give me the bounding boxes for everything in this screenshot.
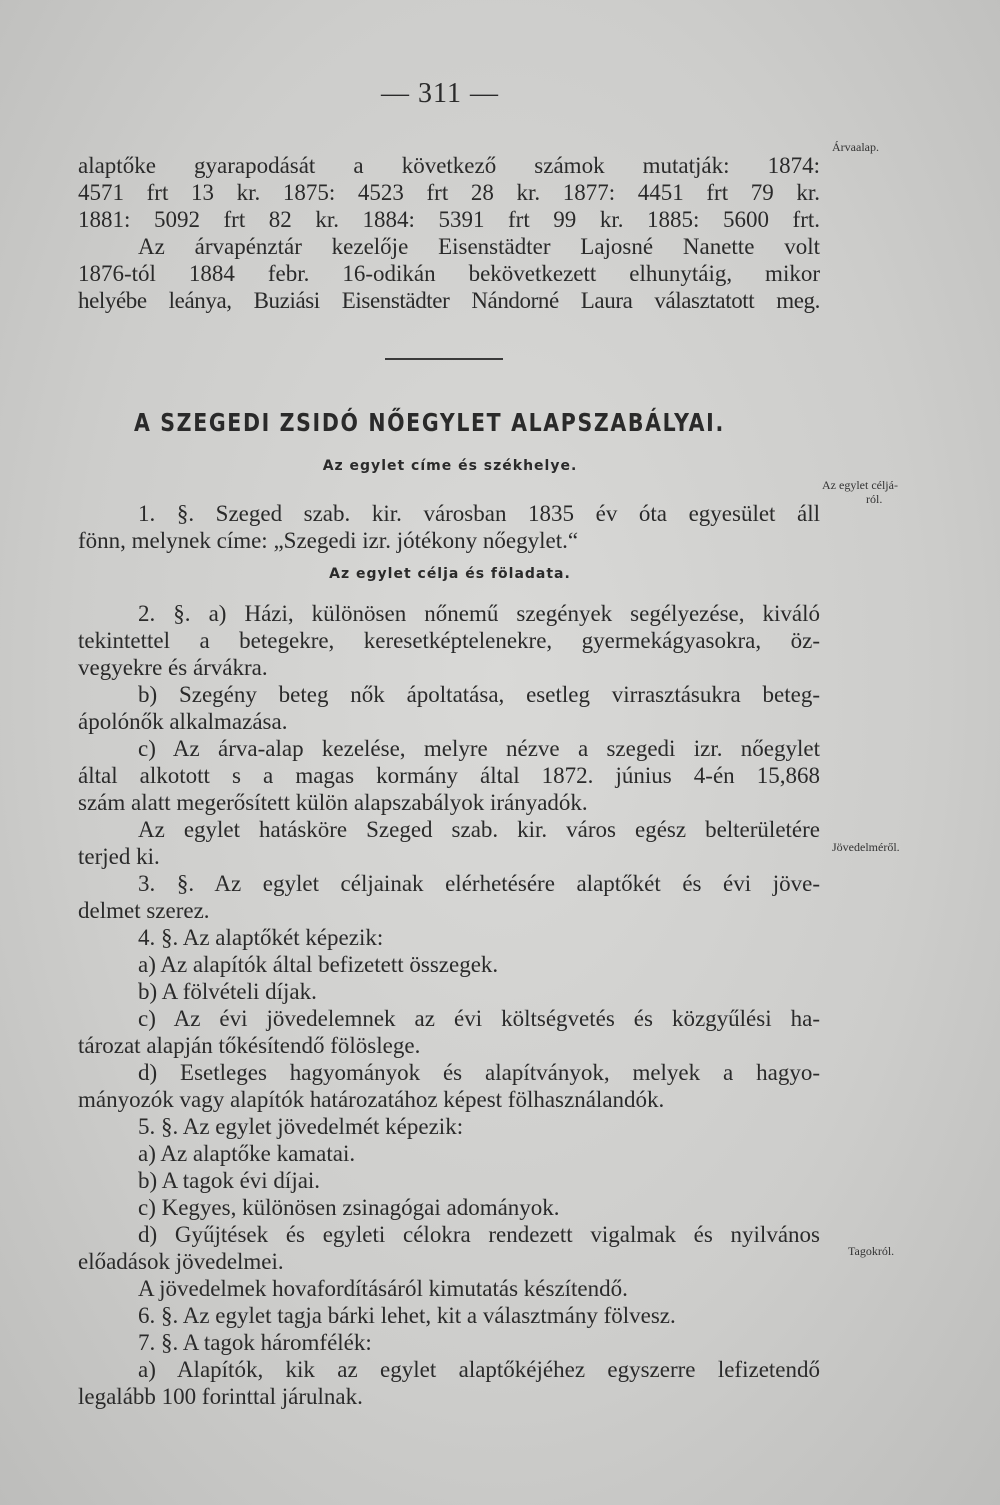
text-line: 4. §. Az alaptőkét képezik: bbox=[138, 925, 384, 950]
text-line: 6. §. Az egylet tagja bárki lehet, kit a választmány fölvesz. bbox=[138, 1303, 676, 1328]
margin-note-celjarol bbox=[822, 478, 932, 506]
text-line: által alkotott s a magas kormány által 1872. június 4-én 15,868 bbox=[78, 763, 820, 788]
text-line: a) Az alaptőke kamatai. bbox=[138, 1141, 356, 1166]
text-line: a) Alapítók, kik az egylet alaptőkéjéhez egyszerre lefizetendő bbox=[138, 1357, 820, 1382]
text-line: c) Az árva-alap kezelése, melyre nézve a szegedi izr. nőegylet bbox=[138, 736, 820, 761]
text-line: b) Szegény beteg nők ápoltatása, esetleg virrasztásukra beteg- bbox=[138, 682, 820, 707]
text-line: tekintettel a betegekre, keresetképtelenekre, gyermekágyasokra, öz- bbox=[78, 628, 820, 653]
text-line: delmet szerez. bbox=[78, 898, 210, 923]
text-line: alaptőke gyarapodását a következő számok mutatják: 1874: bbox=[78, 153, 820, 178]
text-line: d) Gyűjtések és egyleti célokra rendezett vigalmak és nyilvános bbox=[138, 1222, 820, 1247]
text-line: 2. §. a) Házi, különösen nőnemű szegények segélyezése, kiváló bbox=[138, 601, 820, 626]
margin-note-jovedelmerol: Jövedelméről. bbox=[832, 840, 900, 854]
text-line: előadások jövedelmei. bbox=[78, 1249, 284, 1274]
text-line: c) Az évi jövedelemnek az évi költségvetés és közgyűlési ha- bbox=[138, 1006, 820, 1031]
section-heading-cime: Az egylet címe és székhelye. bbox=[322, 458, 578, 474]
text-line: szám alatt megerősített külön alapszabályok irányadók. bbox=[78, 790, 588, 815]
margin-note-tagokrol: Tagokról. bbox=[848, 1244, 895, 1258]
text-line: mányozók vagy alapítók határozatához képest fölhasználandók. bbox=[78, 1087, 665, 1112]
text-line: 3. §. Az egylet céljainak elérhetésére alaptőkét és évi jöve- bbox=[138, 871, 820, 896]
text-line: 1. §. Szeged szab. kir. városban 1835 év óta egyesület áll bbox=[138, 501, 820, 526]
text-line: 5. §. Az egylet jövedelmét képezik: bbox=[138, 1114, 464, 1139]
text-line: b) A fölvételi díjak. bbox=[138, 979, 317, 1004]
text-line: 1881: 5092 frt 82 kr. 1884: 5391 frt 99 kr. 1885: 5600 frt. bbox=[78, 207, 820, 232]
section-1-text bbox=[78, 500, 820, 554]
text-line: tározat alapján tőkésítendő fölöslege. bbox=[78, 1033, 421, 1058]
text-line: a) Az alapítók által befizetett összegek. bbox=[138, 952, 499, 977]
margin-note-line: ról. bbox=[866, 492, 883, 506]
text-line: helyébe leánya, Buziási Eisenstädter Nándorné Laura választatott meg. bbox=[78, 288, 820, 313]
text-line: c) Kegyes, különösen zsinagógai adományok. bbox=[138, 1195, 560, 1220]
document-title: A SZEGEDI ZSIDÓ NŐEGYLET ALAPSZABÁLYAI. bbox=[134, 408, 725, 437]
text-line: b) A tagok évi díjai. bbox=[138, 1168, 321, 1193]
text-line: 4571 frt 13 kr. 1875: 4523 frt 28 kr. 1877: 4451 frt 79 kr. bbox=[78, 180, 820, 205]
margin-note-line: Az egylet céljá- bbox=[822, 478, 898, 492]
text-line: A jövedelmek hovafordításáról kimutatás készítendő. bbox=[138, 1276, 628, 1301]
divider-rule bbox=[385, 358, 503, 360]
text-line: vegyekre és árvákra. bbox=[78, 655, 268, 680]
text-line: fönn, melynek címe: „Szegedi izr. jótékony nőegylet.“ bbox=[78, 528, 579, 553]
text-line: 7. §. A tagok háromfélék: bbox=[138, 1330, 372, 1355]
margin-note-arvaalap: Árvaalap. bbox=[832, 140, 879, 154]
intro-paragraph bbox=[78, 152, 820, 314]
section-2-text bbox=[78, 600, 820, 1410]
text-line: legalább 100 forinttal járulnak. bbox=[78, 1384, 363, 1409]
page-number: — 311 — bbox=[381, 78, 499, 109]
section-heading-celja: Az egylet célja és föladata. bbox=[329, 566, 571, 582]
text-line: Az egylet hatásköre Szeged szab. kir. város egész belterületére bbox=[138, 817, 820, 842]
text-line: Az árvapénztár kezelője Eisenstädter Lajosné Nanette volt bbox=[138, 234, 820, 259]
text-line: 1876-tól 1884 febr. 16-odikán bekövetkezett elhunytáig, mikor bbox=[78, 261, 820, 286]
text-line: terjed ki. bbox=[78, 844, 160, 869]
text-line: d) Esetleges hagyományok és alapítványok, melyek a hagyo- bbox=[138, 1060, 820, 1085]
text-line: ápolónők alkalmazása. bbox=[78, 709, 288, 734]
